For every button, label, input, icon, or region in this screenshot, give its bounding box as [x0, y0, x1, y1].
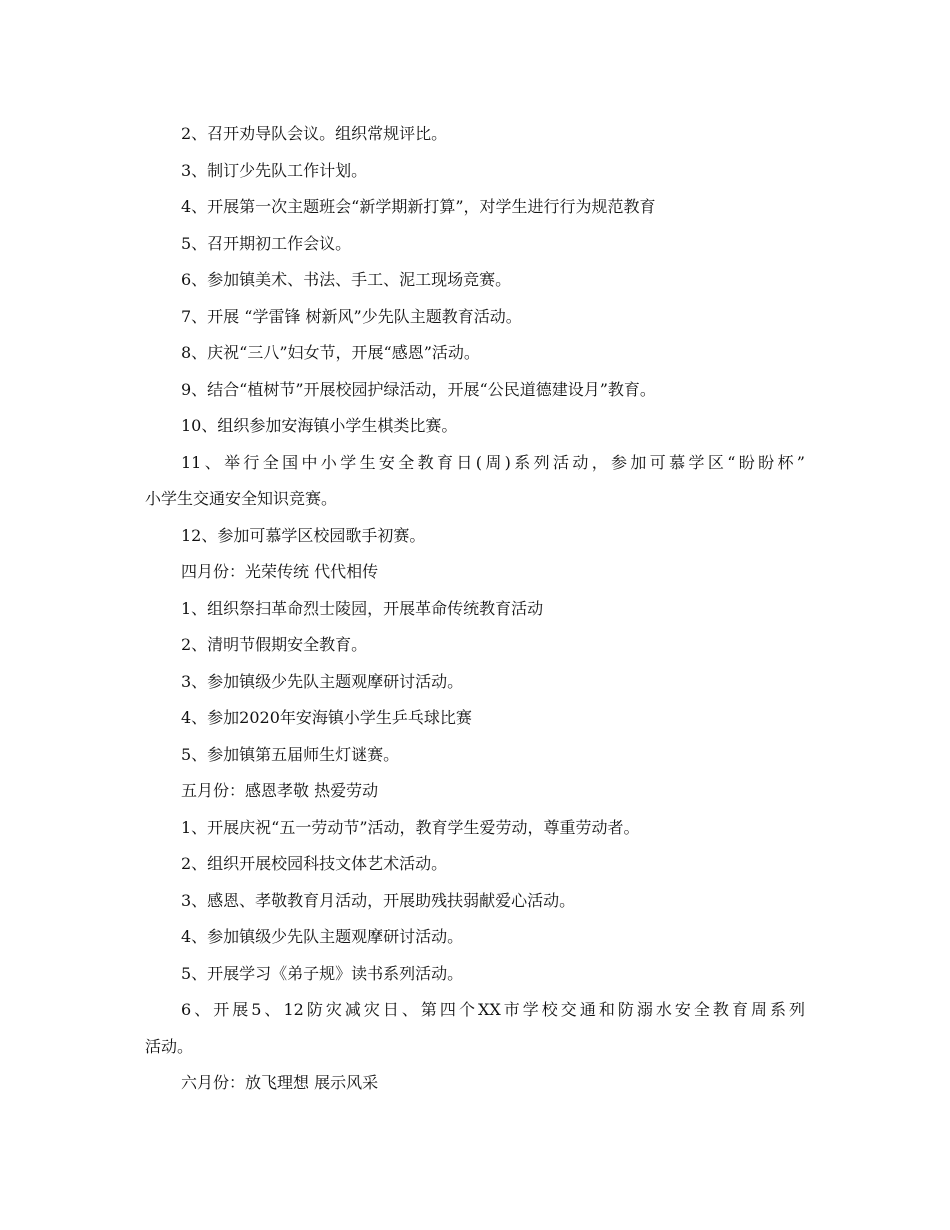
list-item-continuation: 小学生交通安全知识竞赛。: [145, 489, 338, 508]
list-item: 2、组织开展校园科技文体艺术活动。: [181, 854, 448, 873]
list-item: 4、参加2020年安海镇小学生乒乓球比赛: [181, 708, 472, 727]
document-body: [145, 116, 805, 1102]
list-item: 6、参加镇美术、书法、手工、泥工现场竞赛。: [181, 270, 512, 289]
list-item: 10、组织参加安海镇小学生棋类比赛。: [181, 416, 458, 435]
list-item: 3、制订少先队工作计划。: [181, 160, 368, 180]
section-heading-june: 六月份：放飞理想 展示风采: [181, 1073, 379, 1092]
section-heading-may: 五月份：感恩孝敬 热爱劳动: [181, 781, 379, 800]
list-item: 7、开展 “学雷锋 树新风”少先队主题教育活动。: [181, 306, 522, 326]
list-item: 3、参加镇级少先队主题观摩研讨活动。: [181, 671, 464, 691]
list-item: 5、开展学习《弟子规》读书系列活动。: [181, 963, 464, 983]
list-item-continuation: 活动。: [145, 1036, 194, 1056]
list-item: 5、参加镇第五届师生灯谜赛。: [181, 744, 400, 764]
list-item: 4、开展第一次主题班会“新学期新打算”，对学生进行行为规范教育: [181, 197, 656, 216]
list-item: 3、感恩、孝敬教育月活动，开展助残扶弱献爱心活动。: [181, 890, 576, 910]
list-item: 9、结合“植树节”开展校园护绿活动，开展“公民道德建设月”教育。: [181, 379, 656, 399]
list-item: 2、清明节假期安全教育。: [181, 635, 368, 654]
list-item: 1、组织祭扫革命烈士陵园，开展革命传统教育活动: [181, 598, 544, 618]
list-item: 5、召开期初工作会议。: [181, 233, 352, 253]
section-heading-april: 四月份：光荣传统 代代相传: [181, 562, 379, 581]
list-item: 8、庆祝“三八”妇女节，开展“感恩”活动。: [181, 343, 480, 362]
list-item: 6、开展5、12防灾减灾日、第四个XX市学校交通和防溺水安全教育周系列: [181, 1000, 805, 1019]
list-item: 1、开展庆祝“五一劳动节”活动，教育学生爱劳动，尊重劳动者。: [181, 817, 640, 837]
list-item: 11、举行全国中小学生安全教育日(周)系列活动，参加可慕学区“盼盼杯”: [181, 452, 805, 472]
list-item: 12、参加可慕学区校园歌手初赛。: [181, 525, 426, 545]
list-item: 2、召开劝导队会议。组织常规评比。: [181, 124, 448, 143]
list-item: 4、参加镇级少先队主题观摩研讨活动。: [181, 927, 464, 946]
